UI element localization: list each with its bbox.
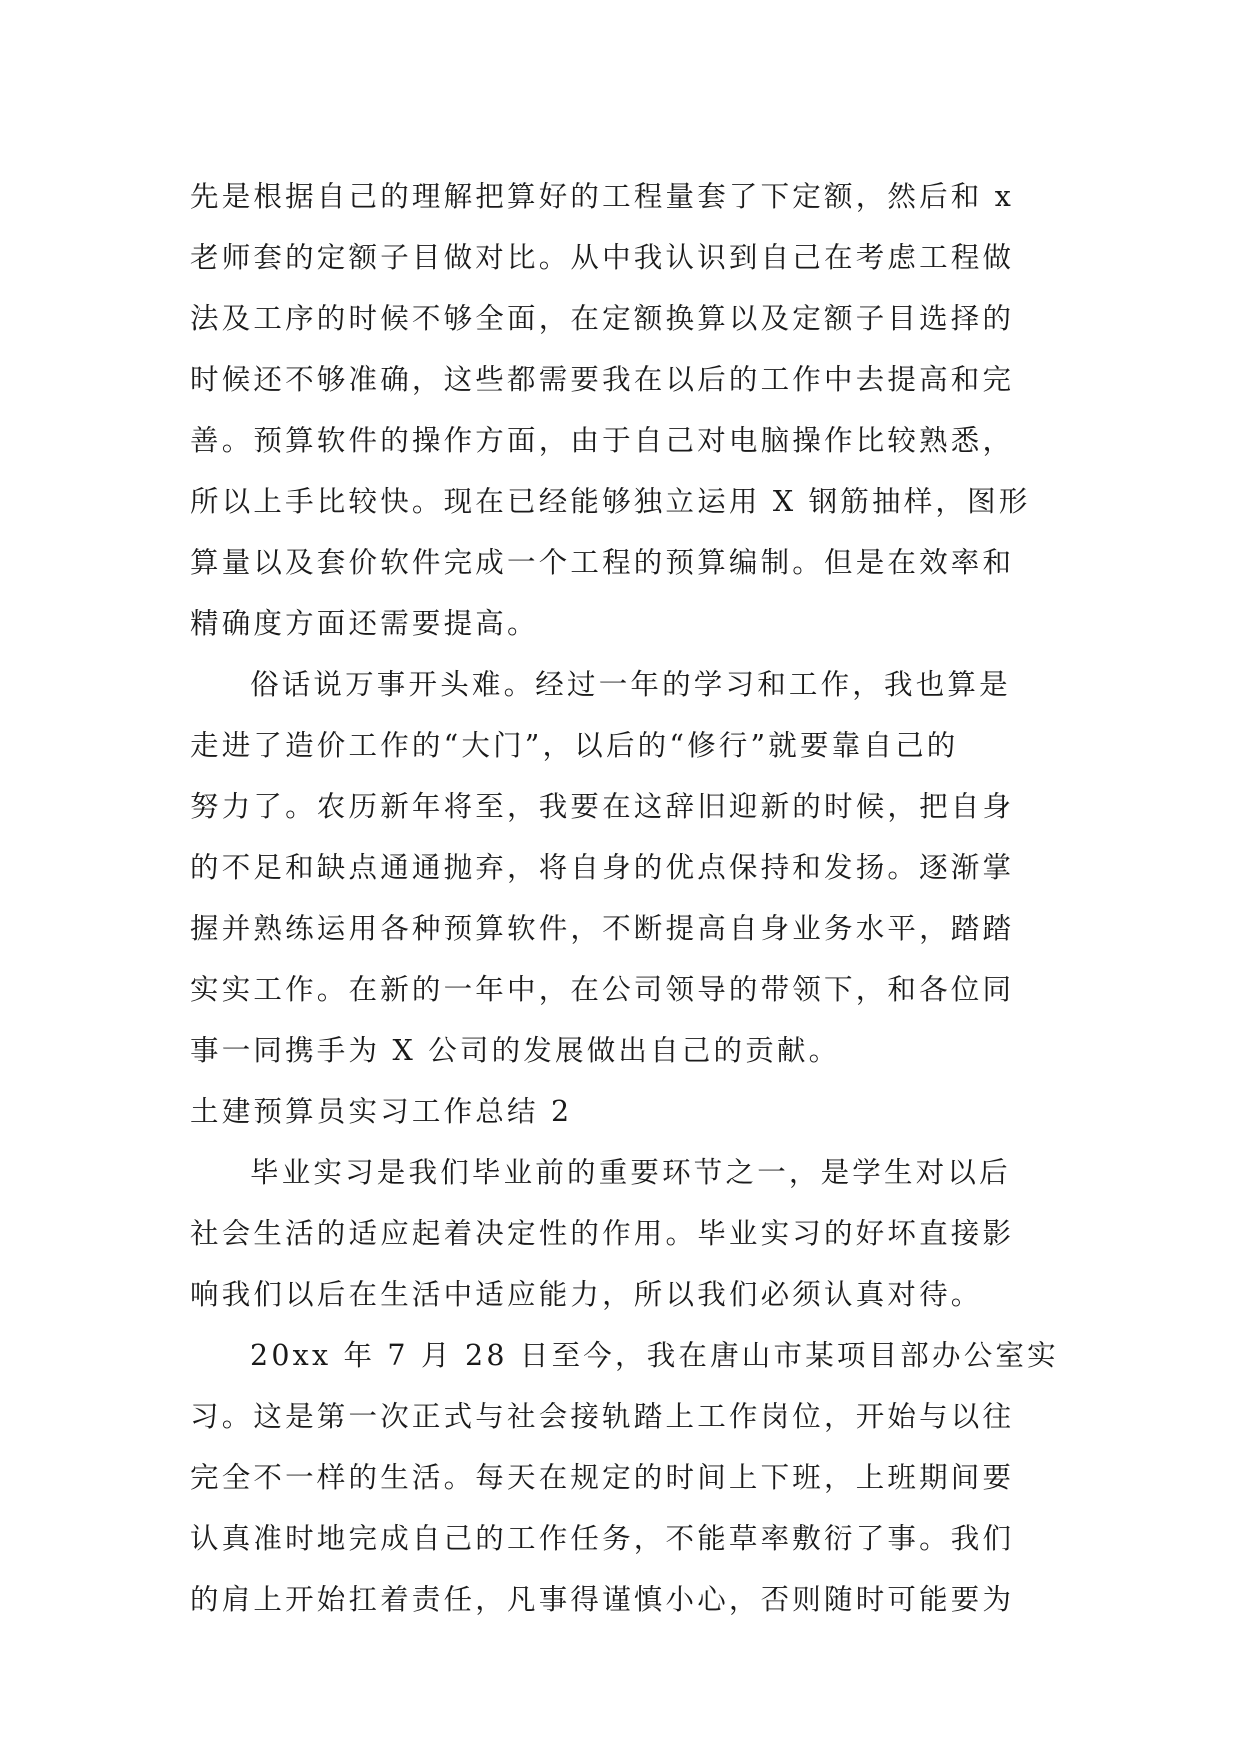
text-line: 实实工作。在新的一年中，在公司领导的带领下，和各位同 [190, 973, 1015, 1006]
paragraph-first-line: 20xx 年 7 月 28 日至今，我在唐山市某项目部办公室实 [250, 1339, 1059, 1372]
text-line: 习。这是第一次正式与社会接轨踏上工作岗位，开始与以往 [190, 1400, 1015, 1433]
text-line: 精确度方面还需要提高。 [190, 607, 539, 640]
text-line: 法及工序的时候不够全面，在定额换算以及定额子目选择的 [190, 302, 1015, 335]
paragraph-first-line: 俗话说万事开头难。经过一年的学习和工作，我也算是 [250, 668, 1011, 701]
text-line: 握并熟练运用各种预算软件，不断提高自身业务水平，踏踏 [190, 912, 1015, 945]
text-line: 算量以及套价软件完成一个工程的预算编制。但是在效率和 [190, 546, 1015, 579]
paragraph-first-line: 毕业实习是我们毕业前的重要环节之一，是学生对以后 [250, 1156, 1011, 1189]
text-line: 先是根据自己的理解把算好的工程量套了下定额，然后和 x [190, 180, 1015, 213]
text-line: 的肩上开始扛着责任，凡事得谨慎小心，否则随时可能要为 [190, 1583, 1015, 1616]
text-line: 时候还不够准确，这些都需要我在以后的工作中去提高和完 [190, 363, 1015, 396]
text-line: 完全不一样的生活。每天在规定的时间上下班，上班期间要 [190, 1461, 1015, 1494]
text-line: 所以上手比较快。现在已经能够独立运用 X 钢筋抽样，图形 [190, 485, 1031, 518]
text-line: 响我们以后在生活中适应能力，所以我们必须认真对待。 [190, 1278, 983, 1311]
document-body [190, 166, 1059, 1630]
text-line: 努力了。农历新年将至，我要在这辞旧迎新的时候，把自身 [190, 790, 1015, 823]
text-line: 善。预算软件的操作方面，由于自己对电脑操作比较熟悉， [190, 424, 1015, 457]
text-line: 事一同携手为 X 公司的发展做出自己的贡献。 [190, 1034, 841, 1067]
text-line: 社会生活的适应起着决定性的作用。毕业实习的好坏直接影 [190, 1217, 1015, 1250]
text-line: 老师套的定额子目做对比。从中我认识到自己在考虑工程做 [190, 241, 1015, 274]
section-heading: 土建预算员实习工作总结 2 [190, 1095, 573, 1128]
text-line: 的不足和缺点通通抛弃，将自身的优点保持和发扬。逐渐掌 [190, 851, 1015, 884]
text-line: 走进了造价工作的“大门”，以后的“修行”就要靠自己的 [190, 729, 959, 762]
text-line: 认真准时地完成自己的工作任务，不能草率敷衍了事。我们 [190, 1522, 1015, 1555]
